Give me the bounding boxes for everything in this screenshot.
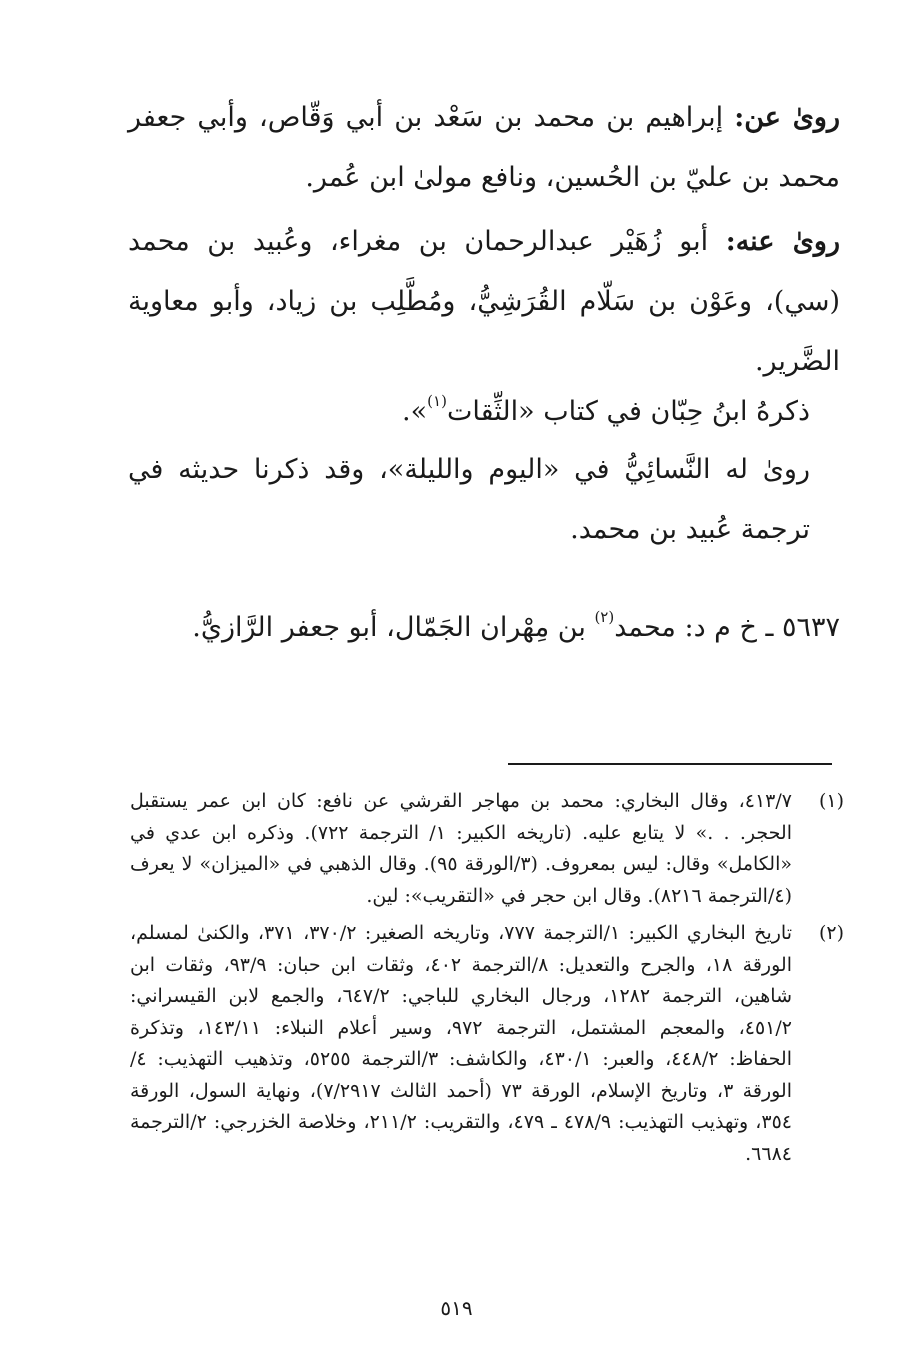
narrated-from-heading: روىٰ عن:: [734, 102, 840, 133]
narrated-by-paragraph: [128, 212, 840, 392]
footnotes: [130, 786, 844, 1176]
nasai-text: روىٰ له النَّسائِيُّ في «اليوم والليلة»، وقد ذكرنا حديثه في ترجمة عُبيد بن محمد.: [128, 454, 810, 545]
footnote-ref-2[interactable]: (٢): [594, 608, 615, 626]
narrated-by-text: أبو زُهَيْر عبدالرحمان بن مغراء، وعُبيد بن محمد (سي)، وعَوْن بن سَلّام القُرَشِيُّ، ومُطَّلِب بن زياد، وأبو معاوية الضَّرير.: [128, 226, 840, 377]
footnote-1: [130, 786, 844, 912]
ibn-hibban-text: ذكرهُ ابنُ حِبّان في كتاب «الثِّقات: [446, 396, 810, 427]
entry-name: بن مِهْران الجَمّال، أبو جعفر الرَّازيُّ.: [192, 612, 586, 643]
narrated-from-text: إبراهيم بن محمد بن سَعْد بن أبي وَقّاص، وأبي جعفر محمد بن عليّ بن الحُسين، ونافع مولىٰ ابن عُمر.: [128, 102, 840, 193]
narrated-from-paragraph: [128, 88, 840, 208]
footnote-number: (٢): [818, 922, 844, 944]
ibn-hibban-tail: ».: [402, 396, 428, 427]
entry-prefix: ٥٦٣٧ ـ خ م د: محمد: [614, 612, 840, 643]
page-number: ٥١٩: [440, 1296, 473, 1320]
footnote-text: تاريخ البخاري الكبير: ١/الترجمة ٧٧٧، وتاريخه الصغير: ٣٧٠/٢، ٣٧١، والكنىٰ لمسلم، الورقة ١٨، والجرح والتعديل: ٨/الترجمة ٤٠٢، وثقات ابن حبان: ٩٣/٩، وثقات ابن شاهين، الترجمة ١٢٨٢، ورجال البخاري للباجي: ٦٤٧/٢، والجمع لابن القيسراني: ٤٥١/٢، والمعجم المشتمل، الترجمة ٩٧٢، وسير أعلام النبلاء: ١٤٣/١١، وتذكرة الحفاظ: ٤٤٨/٢، والعبر: ٤٣٠/١، والكاشف: ٣/الترجمة ٥٢٥٥، وتذهيب التهذيب: ٤/الورقة ٣، وتاريخ الإسلام، الورقة ٧٣ (أحمد الثالث ٧/٢٩١٧)، ونهاية السول، الورقة ٣٥٤، وتهذيب التهذيب: ٤٧٨/٩ ـ ٤٧٩، والتقريب: ٢١١/٢، وخلاصة الخزرجي: ٢/الترجمة ٦٦٨٤.: [130, 922, 792, 1165]
footnote-ref-1[interactable]: (١): [427, 392, 447, 410]
ibn-hibban-paragraph: [128, 382, 840, 442]
footnote-text: ٤١٣/٧، وقال البخاري: محمد بن مهاجر القرشي عن نافع: كان ابن عمر يستقبل الحجر. . .» لا يتابع عليه. (تاريخه الكبير: ١/ الترجمة ٧٢٢). وذكره ابن عدي في «الكامل» وقال: ليس بمعروف. (٣/الورقة ٩٥). وقال الذهبي في «الميزان» لا يعرف (٤/الترجمة ٨٢١٦). وقال ابن حجر في «التقريب»: لين.: [130, 790, 792, 907]
footnote-2: [130, 918, 844, 1170]
biography-entry-5637: [128, 598, 840, 658]
footnote-number: (١): [818, 790, 844, 812]
nasai-paragraph: [128, 440, 840, 560]
footnote-separator: [508, 763, 832, 765]
narrated-by-heading: روىٰ عنه:: [725, 226, 840, 257]
